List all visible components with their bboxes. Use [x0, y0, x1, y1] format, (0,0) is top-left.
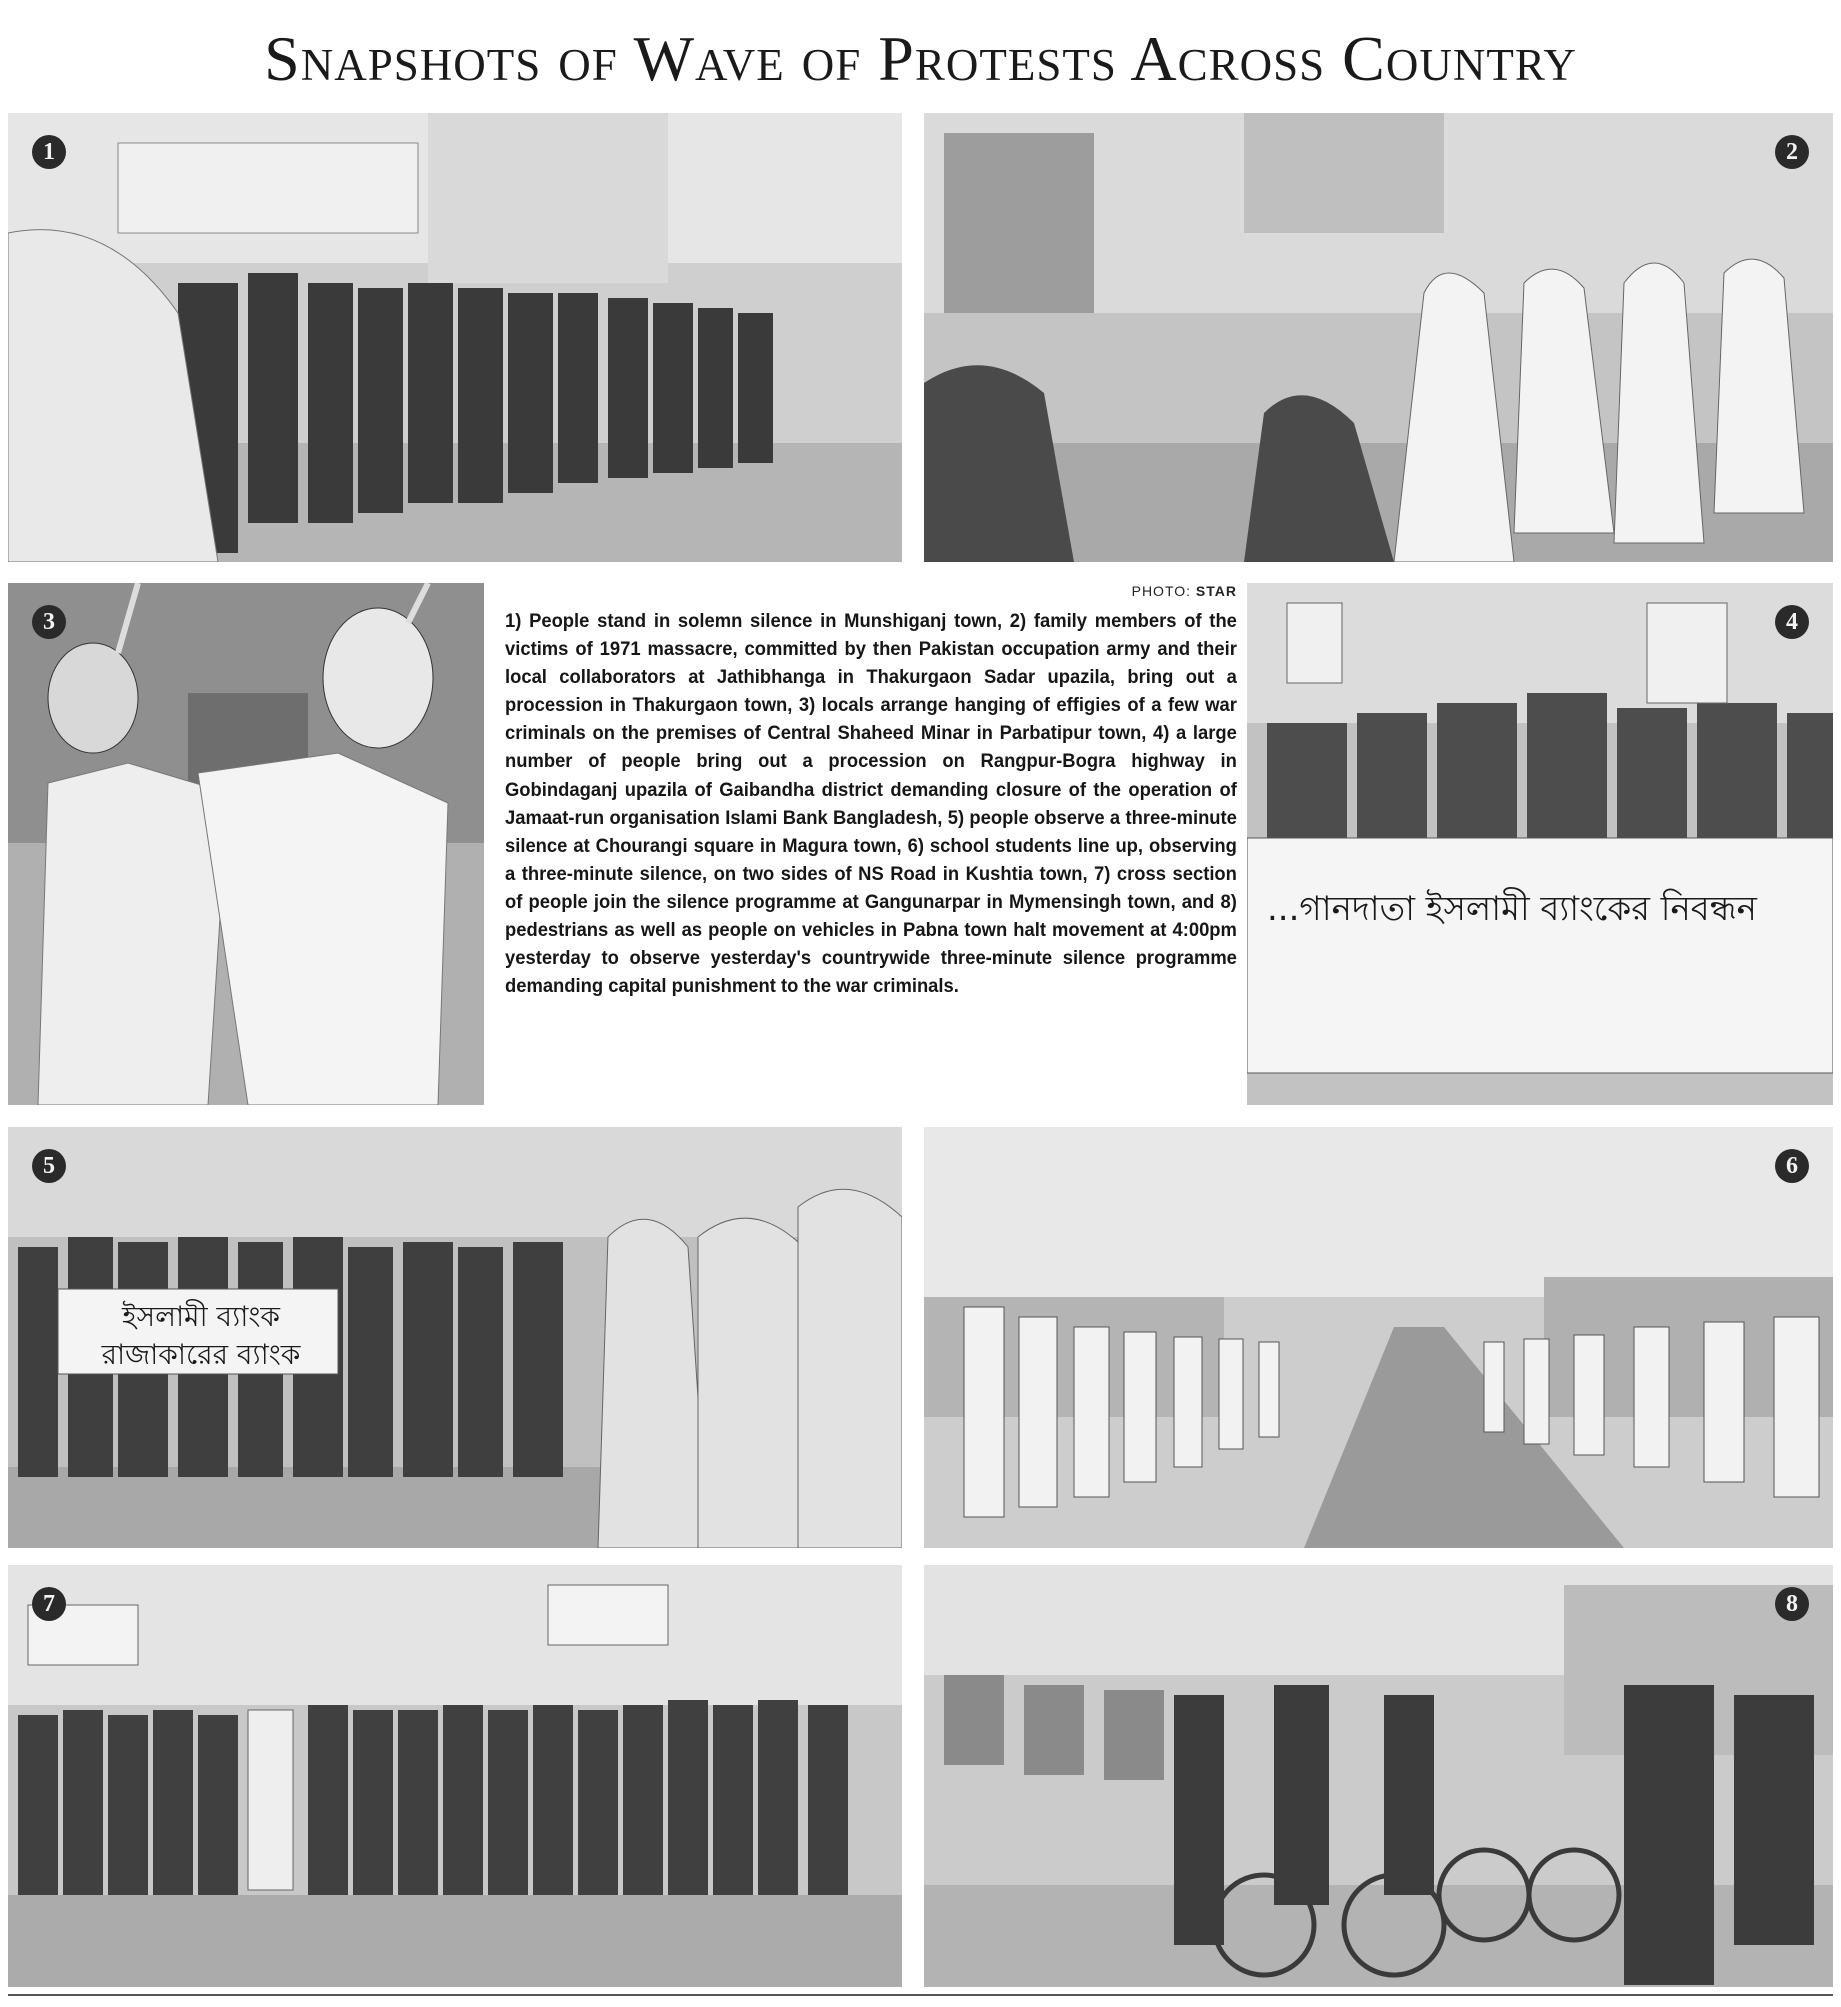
banner-line-2: রাজাকারের ব্যাংক [101, 1338, 301, 1371]
page-headline: Snapshots of Wave of Protests Across Country [264, 23, 1577, 94]
photo-number-badge: 6 [1775, 1149, 1809, 1183]
photo-4 [1247, 583, 1833, 1105]
photo-2 [924, 113, 1833, 562]
photo-number-badge: 5 [32, 1149, 66, 1183]
photo-1 [8, 113, 902, 562]
photo-5 [8, 1127, 902, 1548]
photo-credit-source: STAR [1195, 583, 1237, 599]
photo-number-badge: 2 [1775, 135, 1809, 169]
photo-7 [8, 1565, 902, 1987]
photo-credit-label: PHOTO: [1131, 583, 1196, 599]
photo-6-image [924, 1127, 1833, 1548]
photo-3 [8, 583, 484, 1105]
photo-2-image [924, 113, 1833, 562]
photo-1-image [8, 113, 902, 562]
photo-number-badge: 7 [32, 1587, 66, 1621]
photo-3-image [8, 583, 484, 1105]
caption-text: 1) People stand in solemn silence in Munshiganj town, 2) family members of the victims of 1971 massacre, committed by then Pakistan occupation army and their local collaborators at Jathibhanga in Thakurgaon Sadar upazila, bring out a procession in Thakurgaon town, 3) locals arrange hanging of effigies of a few war criminals on the premises of Central Shaheed Minar in Parbatipur town, 4) a large number of people bring out a procession on Rangpur-Bogra highway in Gobindaganj upazila of Gaibandha district demanding closure of the operation of Jamaat-run organisation Islami Bank Bangladesh, 5) people observe a three-minute silence at Chourangi square in Magura town, 6) school students line up, observing a three-minute silence, on two sides of NS Road in Kushtia town, 7) cross section of people join the silence programme at Gangunarpar in Mymensingh town, and 8) pedestrians as well as people on vehicles in Pabna town halt movement at 4:00pm yesterday to observe yesterday's countrywide three-minute silence programme demanding capital punishment to the war criminals. [505, 610, 1237, 998]
photo-4-image [1247, 583, 1833, 1105]
banner-line-1: ইসলামী ব্যাংক [122, 1300, 280, 1333]
banner-text: ...গানদাতা ইসলামী ব্যাংকের নিবন্ধন [1267, 889, 1757, 929]
photo-8 [924, 1565, 1833, 1987]
photo-number-badge: 4 [1775, 605, 1809, 639]
caption-block [505, 583, 1237, 1105]
bottom-rule [8, 1994, 1833, 1996]
photo-credit [1132, 583, 1237, 599]
photo-6 [924, 1127, 1833, 1548]
photo-number-badge: 8 [1775, 1587, 1809, 1621]
photo-7-image [8, 1565, 902, 1987]
photo-number-badge: 3 [32, 605, 66, 639]
photo-8-image [924, 1565, 1833, 1987]
photo-number-badge: 1 [32, 135, 66, 169]
